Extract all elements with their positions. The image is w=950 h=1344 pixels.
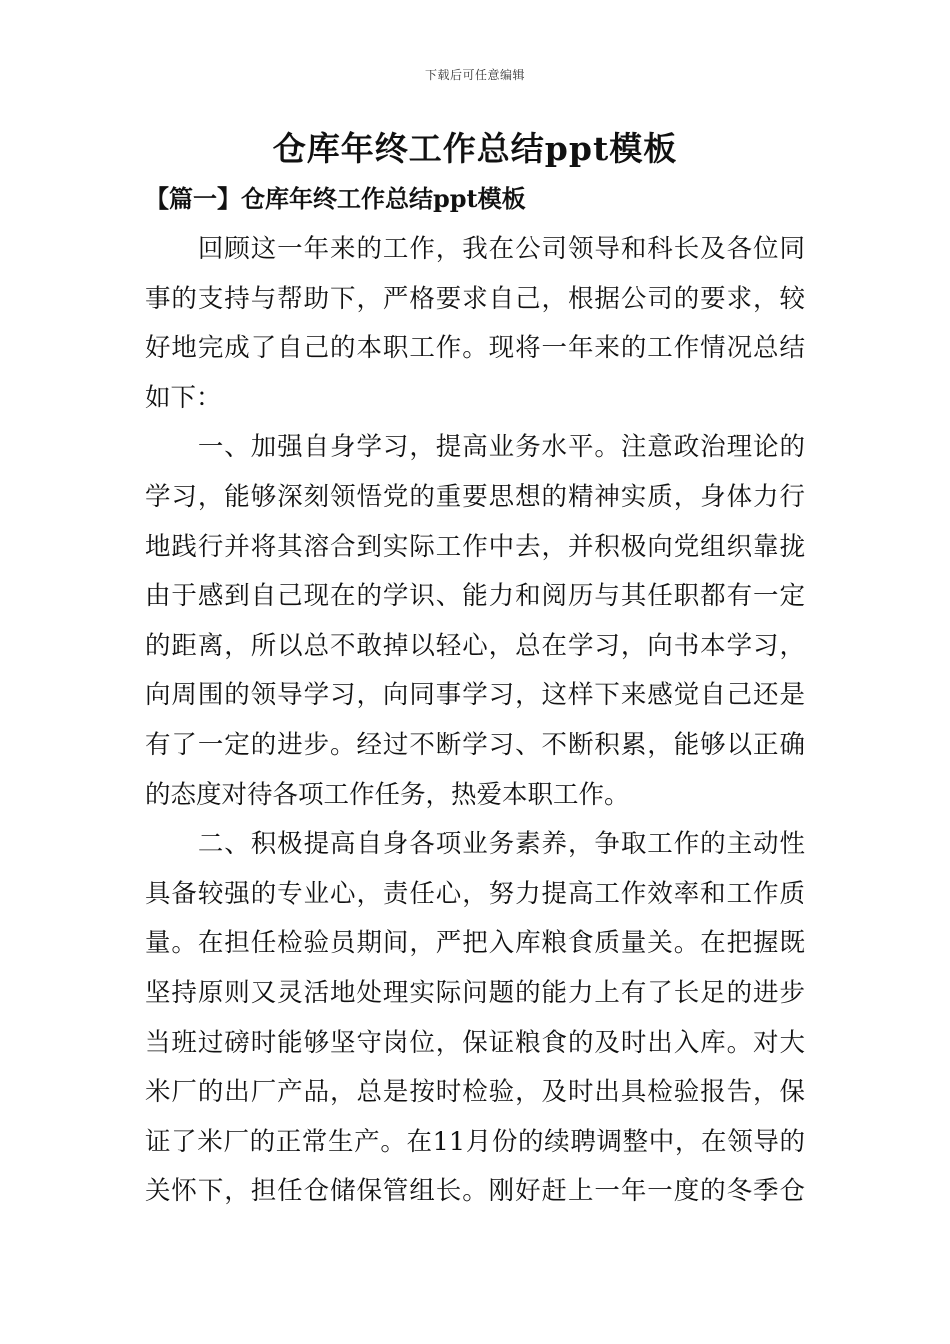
body-text <box>145 225 805 1217</box>
section-heading: 【篇一】仓库年终工作总结ppt模板 <box>145 184 526 213</box>
text-line: 学习，能够深刻领悟党的重要思想的精神实质，身体力行 <box>145 481 805 512</box>
text-line: 的距离，所以总不敢掉以轻心，总在学习，向书本学习， <box>145 630 805 661</box>
text-line: 有了一定的进步。经过不断学习、不断积累，能够以正确 <box>145 729 805 760</box>
text-line: 地践行并将其溶合到实际工作中去，并积极向党组织靠拢 <box>145 531 805 562</box>
header-note: 下载后可任意编辑 <box>424 68 525 82</box>
text-line: 量。在担任检验员期间，严把入库粮食质量关。在把握既 <box>145 928 805 959</box>
text-line: 二、积极提高自身各项业务素养，争取工作的主动性 <box>145 829 805 860</box>
text-line: 由于感到自己现在的学识、能力和阅历与其任职都有一定 <box>145 581 805 612</box>
text-line: 事的支持与帮助下，严格要求自己，根据公司的要求，较 <box>145 283 805 314</box>
text-line: 证了米厂的正常生产。在11月份的续聘调整中，在领导的 <box>145 1126 805 1157</box>
text-line: 具备较强的专业心，责任心，努力提高工作效率和工作质 <box>145 878 805 909</box>
text-line: 好地完成了自己的本职工作。现将一年来的工作情况总结 <box>145 333 805 364</box>
text-line: 如下： <box>145 382 222 413</box>
text-line: 回顾这一年来的工作，我在公司领导和科长及各位同 <box>145 234 805 264</box>
text-line: 的态度对待各项工作任务，热爱本职工作。 <box>145 779 630 810</box>
text-line: 米厂的出厂产品，总是按时检验，及时出具检验报告，保 <box>145 1077 805 1108</box>
text-line: 一、加强自身学习，提高业务水平。注意政治理论的 <box>145 432 805 463</box>
text-line: 坚持原则又灵活地处理实际问题的能力上有了长足的进步 <box>145 977 805 1008</box>
text-line: 当班过磅时能够坚守岗位，保证粮食的及时出入库。对大 <box>145 1027 805 1058</box>
text-line: 关怀下，担任仓储保管组长。刚好赶上一年一度的冬季仓 <box>145 1176 805 1207</box>
text-line: 向周围的领导学习，向同事学习，这样下来感觉自己还是 <box>145 680 805 711</box>
document-title: 仓库年终工作总结ppt模板 <box>272 129 678 168</box>
